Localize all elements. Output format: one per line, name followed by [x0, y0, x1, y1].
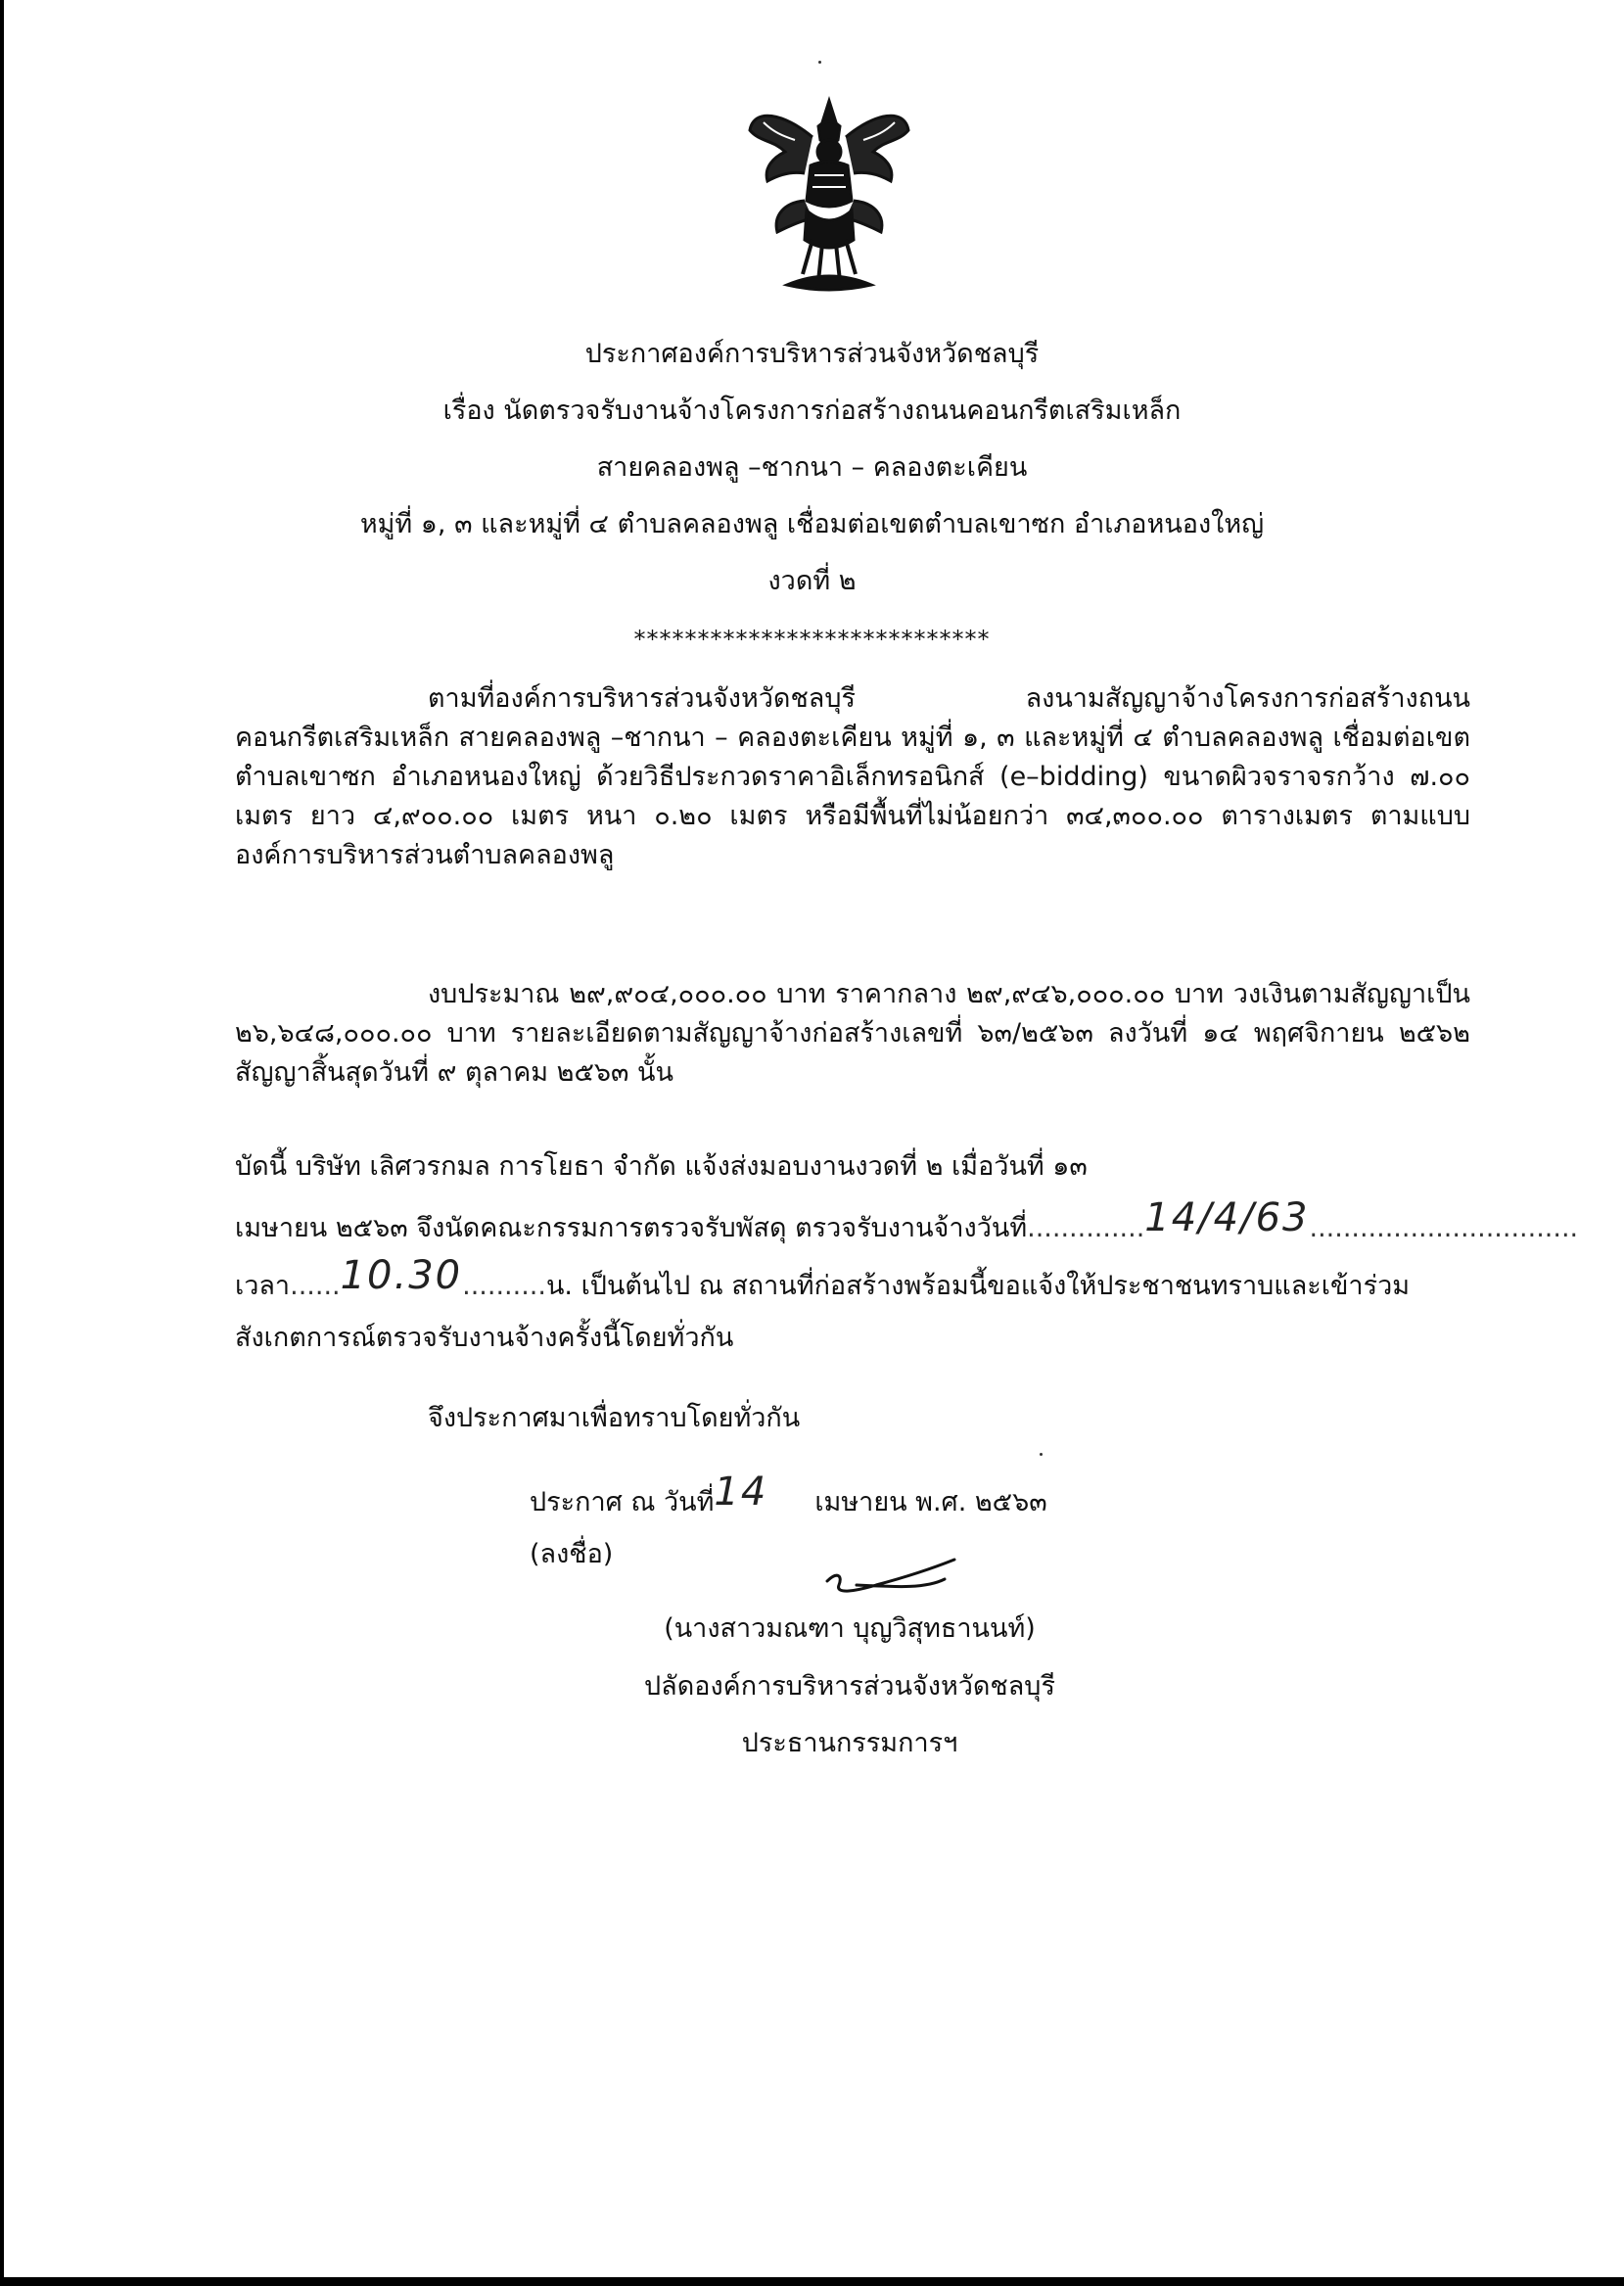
document-subject: เรื่อง นัดตรวจรับงานจ้างโครงการก่อสร้างถนนคอนกรีตเสริมเหล็ก [442, 396, 1182, 426]
paragraph-contract: ตามที่องค์การบริหารส่วนจังหวัดชลบุรี ลงนามสัญญาจ้างโครงการก่อสร้างถนนคอนกรีตเสริมเหล็ก สายคลองพลู –ชากนา – คลองตะเคียน หมู่ที่ ๑, ๓ และหมู่ที่ ๔ ตำบลคลองพลู เชื่อมต่อเขตตำบลเขาซก อำเภอหนองใหญ่ ด้วยวิธีประกวดราคาอิเล็กทรอนิกส์ (e–bidding) ขนาดผิวจราจรกว้าง ๗.๐๐ เมตร ยาว ๔,๙๐๐.๐๐ เมตร หนา ๐.๒๐ เมตร หรือมีพื้นที่ไม่น้อยกว่า ๓๔,๓๐๐.๐๐ ตารางเมตร ตามแบบองค์การบริหารส่วนตำบลคลองพลู [235, 683, 1470, 870]
scan-speck [1040, 1453, 1043, 1456]
fill-dots: .......... [462, 1271, 546, 1301]
signature-icon [817, 1552, 964, 1610]
signer-role: ประธานกรรมการฯ [741, 1728, 958, 1758]
fill-dots: .............. [1027, 1213, 1145, 1243]
inspection-time-line [235, 1253, 1411, 1306]
paragraph-delivery-line: บัดนี้ บริษัท เลิศวรกมล การโยธา จำกัด แจ้งส่งมอบงานงวดที่ ๒ เมื่อวันที่ ๑๓ [235, 1151, 1088, 1182]
signed-label: (ลงชื่อ) [530, 1539, 614, 1569]
observe-inspection-line: สังเกตการณ์ตรวจรับงานจ้างครั้งนี้โดยทั่วกัน [235, 1323, 734, 1353]
signer-name: (นางสาวมณฑา บุญวิสุทธานนท์) [664, 1613, 1036, 1644]
separator-line: **************************** [633, 626, 991, 653]
scan-border-bottom [0, 2277, 1624, 2286]
village-location: หมู่ที่ ๑, ๓ และหมู่ที่ ๔ ตำบลคลองพลู เชื่อมต่อเขตตำบลเขาซก อำเภอหนองใหญ่ [359, 509, 1265, 539]
fill-dots: ................................ [1309, 1213, 1579, 1243]
handwritten-inspection-time: 10.30 [340, 1253, 463, 1298]
announced-on-label: ประกาศ ณ วันที่ [530, 1487, 715, 1517]
announcement-closing: จึงประกาศมาเพื่อทราบโดยทั่วกัน [428, 1403, 801, 1433]
fill-dots: ...... [290, 1271, 341, 1301]
inspection-time-text: น. เป็นต้นไป ณ สถานที่ก่อสร้างพร้อมนี้ขอแจ้งให้ประชาชนทราบและเข้าร่วม [545, 1271, 1411, 1301]
inspection-date-text: เมษายน ๒๕๖๓ จึงนัดคณะกรรมการตรวจรับพัสดุ ตรวจรับงานจ้างวันที่ [235, 1213, 1028, 1243]
month-year: เมษายน พ.ศ. ๒๕๖๓ [814, 1487, 1047, 1517]
document-title: ประกาศองค์การบริหารส่วนจังหวัดชลบุรี [584, 339, 1040, 369]
time-label: เวลา [235, 1271, 291, 1301]
announcement-date [530, 1470, 1047, 1522]
handwritten-inspection-date: 14/4/63 [1144, 1195, 1310, 1240]
garuda-emblem-icon [744, 93, 915, 299]
paragraph-budget: งบประมาณ ๒๙,๙๐๔,๐๐๐.๐๐ บาท ราคากลาง ๒๙,๙๔๖,๐๐๐.๐๐ บาท วงเงินตามสัญญาเป็น ๒๖,๖๔๘,๐๐๐.๐๐ บาท รายละเอียดตามสัญญาจ้างก่อสร้างเลขที่ ๖๓/๒๕๖๓ ลงวันที่ ๑๔ พฤศจิกายน ๒๕๖๒ สัญญาสิ้นสุดวันที่ ๙ ตุลาคม ๒๕๖๓ นั้น [235, 979, 1470, 1088]
signer-position: ปลัดองค์การบริหารส่วนจังหวัดชลบุรี [644, 1671, 1055, 1702]
installment-period: งวดที่ ๒ [767, 566, 857, 596]
scan-speck [818, 61, 821, 64]
handwritten-day: 14 [714, 1470, 768, 1515]
road-name: สายคลองพลู –ชากนา – คลองตะเคียน [596, 452, 1028, 483]
inspection-date-line [235, 1195, 1579, 1248]
